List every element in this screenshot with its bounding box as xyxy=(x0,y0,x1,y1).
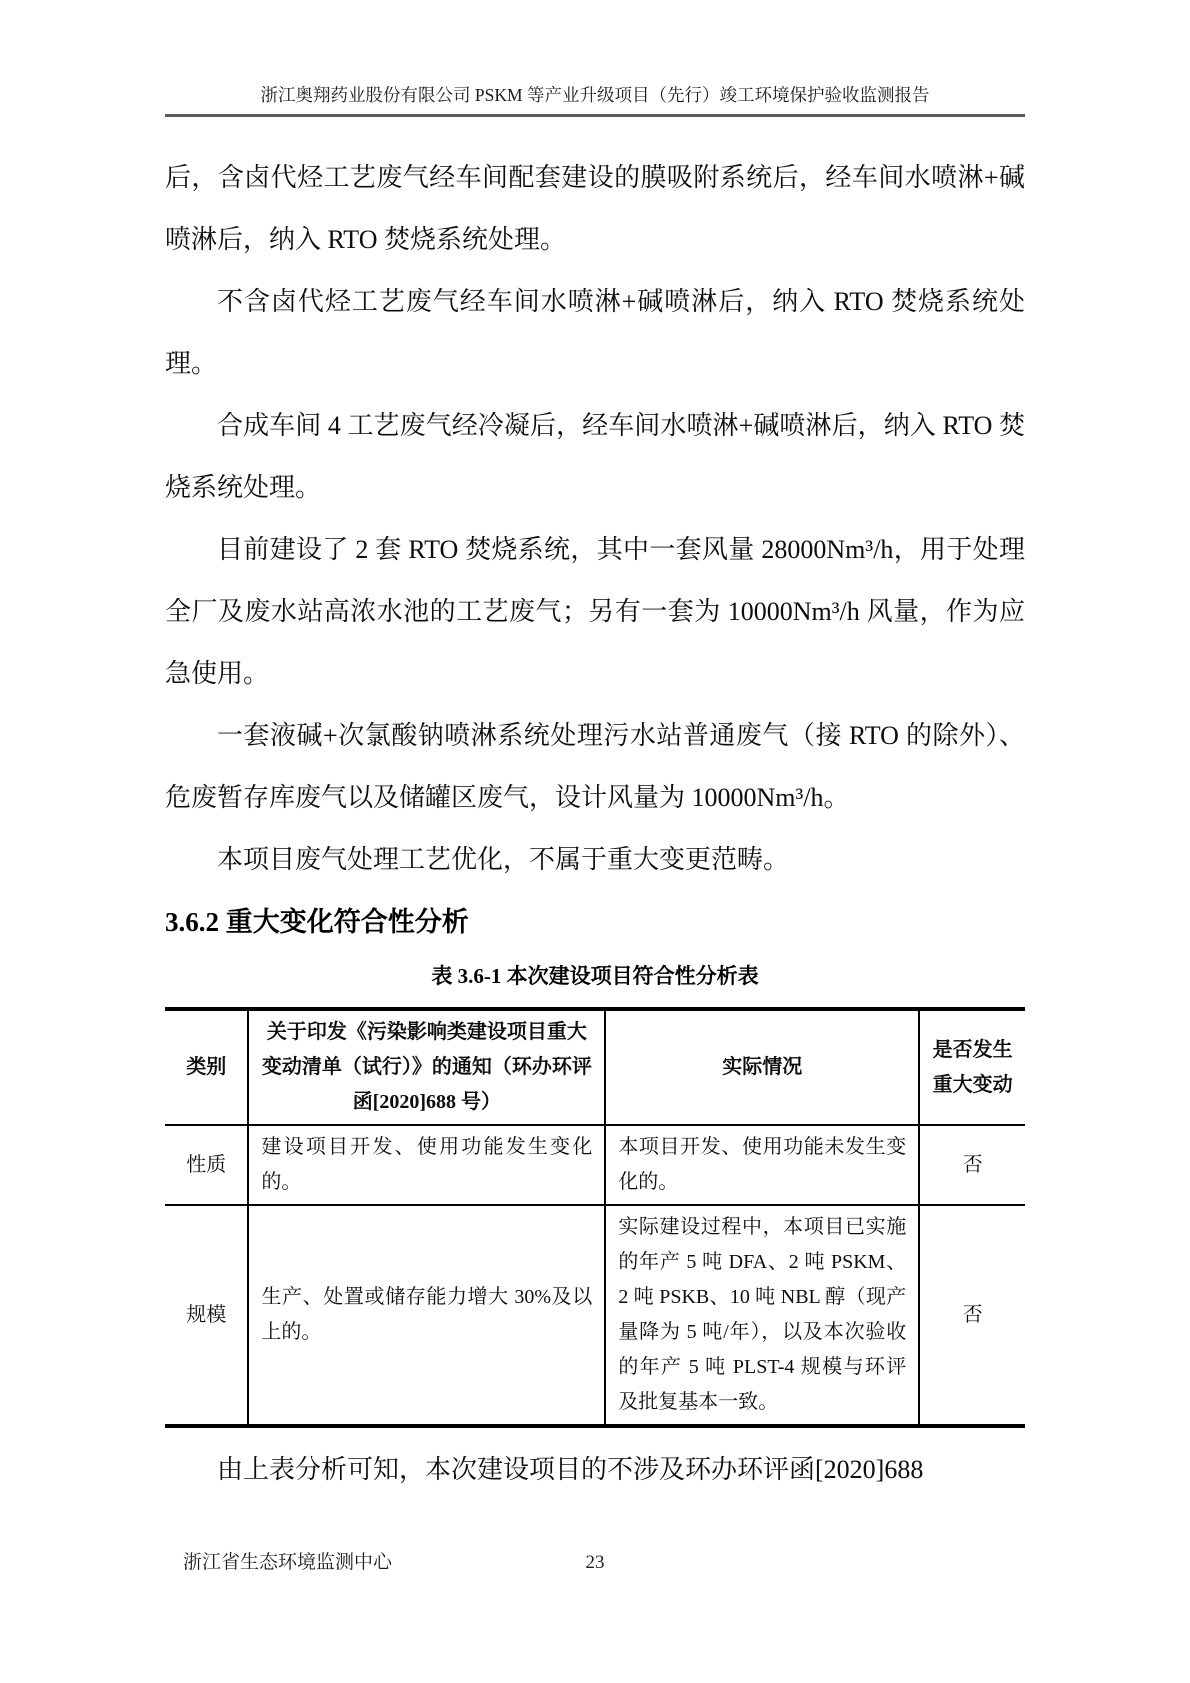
table-header-actual-situation: 实际情况 xyxy=(605,1009,919,1125)
page-header xyxy=(165,0,1025,117)
cell-major-change-scale: 否 xyxy=(919,1205,1025,1426)
body-text xyxy=(165,147,1025,1498)
paragraph-continuation: 后，含卤代烃工艺废气经车间配套建设的膜吸附系统后，经车间水喷淋+碱喷淋后，纳入 RTO 焚烧系统处理。 xyxy=(165,163,1025,254)
section-heading: 3.6.2 重大变化符合性分析 xyxy=(165,907,469,937)
footer-page-number: 23 xyxy=(585,1552,605,1573)
cell-criterion-scale: 生产、处置或储存能力增大 30%及以上的。 xyxy=(248,1205,605,1426)
closing-paragraph: 由上表分析可知，本次建设项目的不涉及环办环评函[2020]688 xyxy=(217,1455,924,1484)
page-header-title: 浙江奥翔药业股份有限公司 PSKM 等产业升级项目（先行）竣工环境保护验收监测报告 xyxy=(260,85,930,105)
table-title: 表 3.6-1 本次建设项目符合性分析表 xyxy=(431,964,759,988)
page-footer xyxy=(165,1550,1025,1580)
cell-major-change-nature: 否 xyxy=(919,1125,1025,1205)
paragraph-non-halogenated: 不含卤代烃工艺废气经车间水喷淋+碱喷淋后，纳入 RTO 焚烧系统处理。 xyxy=(165,287,1025,378)
cell-actual-scale: 实际建设过程中，本项目已实施的年产 5 吨 DFA、2 吨 PSKM、2 吨 PSKB、10 吨 NBL 醇（现产量降为 5 吨/年），以及本次验收的年产 5 吨 PLST-4 规模与环评及批复基本一致。 xyxy=(605,1205,919,1426)
cell-category-scale: 规模 xyxy=(165,1205,248,1426)
cell-actual-nature: 本项目开发、使用功能未发生变化的。 xyxy=(605,1125,919,1205)
compliance-analysis-table xyxy=(165,1007,1025,1428)
table-header-major-change: 是否发生重大变动 xyxy=(919,1009,1025,1125)
cell-criterion-nature: 建设项目开发、使用功能发生变化的。 xyxy=(248,1125,605,1205)
table-header-category: 类别 xyxy=(165,1009,248,1125)
cell-category-nature: 性质 xyxy=(165,1125,248,1205)
paragraph-rto-systems: 目前建设了 2 套 RTO 焚烧系统，其中一套风量 28000Nm³/h，用于处理全厂及废水站高浓水池的工艺废气；另有一套为 10000Nm³/h 风量，作为应急使用。 xyxy=(165,535,1025,688)
table-row-scale xyxy=(165,1205,1025,1426)
table-row-nature xyxy=(165,1125,1025,1205)
paragraph-workshop4: 合成车间 4 工艺废气经冷凝后，经车间水喷淋+碱喷淋后，纳入 RTO 焚烧系统处理。 xyxy=(165,411,1025,502)
paragraph-spray-system: 一套液碱+次氯酸钠喷淋系统处理污水站普通废气（接 RTO 的除外）、危废暂存库废气以及储罐区废气，设计风量为 10000Nm³/h。 xyxy=(165,721,1025,812)
table-header-criterion: 关于印发《污染影响类建设项目重大变动清单（试行）》的通知（环办环评函[2020]688 号） xyxy=(248,1009,605,1125)
footer-organization: 浙江省生态环境监测中心 xyxy=(183,1552,393,1573)
paragraph-no-major-change: 本项目废气处理工艺优化，不属于重大变更范畴。 xyxy=(217,845,790,874)
table-header-row xyxy=(165,1009,1025,1125)
